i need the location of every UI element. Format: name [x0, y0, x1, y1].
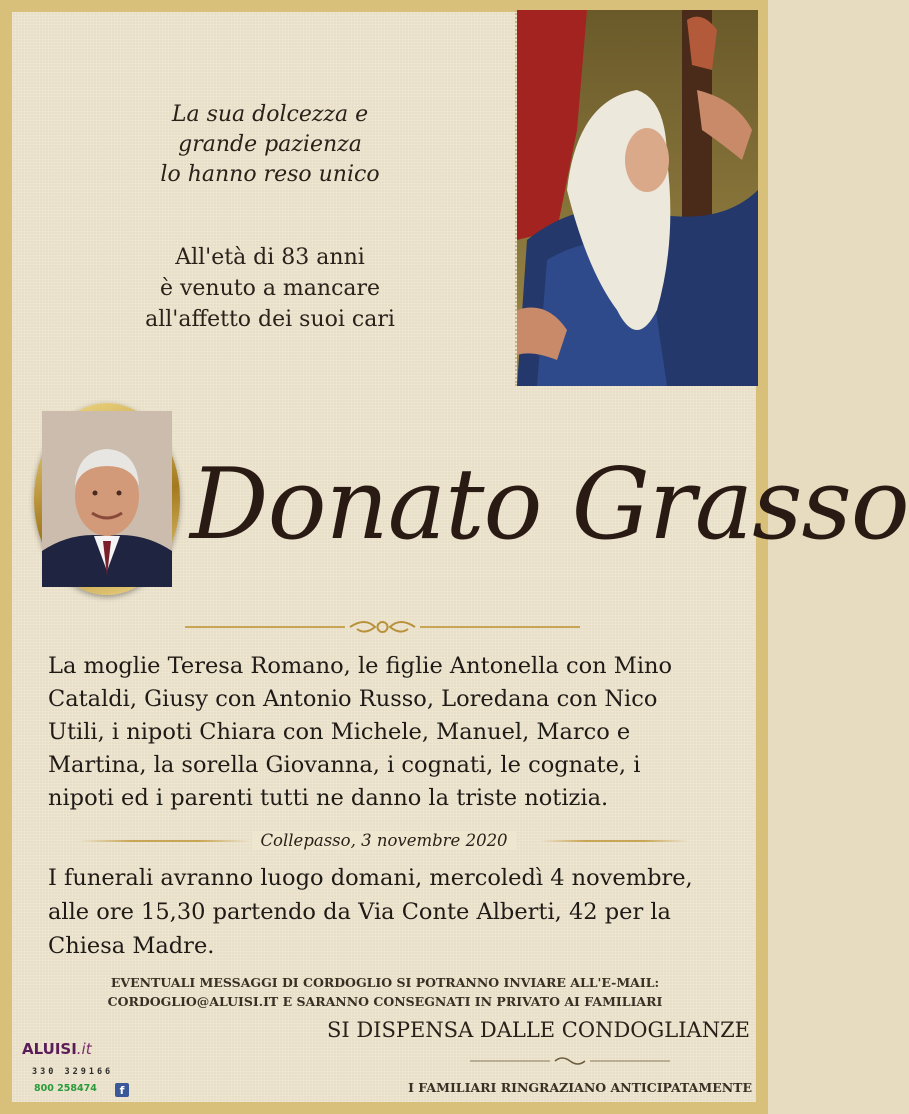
age-line: è venuto a mancare — [159, 276, 381, 301]
place-date-text: Collepasso, 3 novembre 2020 — [252, 831, 515, 850]
email-notice — [60, 973, 710, 1011]
announcement-line: La moglie Teresa Romano, le figlie Antonella con Mino — [48, 653, 673, 679]
announcement-line: Martina, la sorella Giovanna, i cognati, le cognate, i — [48, 752, 641, 778]
announcement-text — [48, 650, 728, 815]
announcement-line: nipoti ed i parenti tutti ne danno la triste notizia. — [48, 785, 609, 811]
announcement-line: Cataldi, Giusy con Antonio Russo, Loredana con Nico — [48, 686, 658, 712]
portrait-illustration — [42, 411, 172, 587]
portrait-photo — [42, 411, 172, 587]
logo-phone: 330 329166 — [32, 1067, 114, 1077]
family-thanks: I FAMILIARI RINGRAZIANO ANTICIPATAMENTE — [408, 1080, 752, 1095]
small-divider — [470, 1054, 670, 1068]
memorial-quote — [100, 100, 440, 190]
quote-line: grande pazienza — [178, 132, 362, 157]
painting-illustration — [517, 10, 758, 386]
no-condolences-notice: SI DISPENSA DALLE CONDOGLIANZE — [326, 1018, 750, 1042]
funeral-details — [48, 861, 738, 963]
ornamental-divider — [185, 615, 580, 639]
portrait-frame — [34, 403, 180, 595]
logo-brand — [22, 1040, 92, 1058]
facebook-icon[interactable]: f — [115, 1083, 129, 1097]
quote-line: La sua dolcezza e — [171, 102, 369, 127]
funeral-line: alle ore 15,30 partendo da Via Conte Alberti, 42 per la — [48, 899, 671, 925]
age-line: All'età di 83 anni — [175, 245, 365, 270]
religious-painting — [515, 10, 758, 386]
age-line: all'affetto dei suoi cari — [145, 307, 395, 332]
age-statement — [100, 242, 440, 335]
funeral-line: I funerali avranno luogo domani, mercoledì 4 novembre, — [48, 865, 693, 891]
logo-green-number: 800 258474 — [34, 1083, 97, 1094]
announcement-line: Utili, i nipoti Chiara con Michele, Manuel, Marco e — [48, 719, 631, 745]
email-notice-line: CORDOGLIO@ALUISI.IT E SARANNO CONSEGNATI IN PRIVATO AI FAMILIARI — [107, 994, 663, 1009]
place-date-row — [80, 827, 688, 855]
aluisi-logo — [22, 1040, 142, 1102]
funeral-line: Chiesa Madre. — [48, 933, 215, 959]
quote-line: lo hanno reso unico — [160, 162, 380, 187]
email-notice-line: EVENTUALI MESSAGGI DI CORDOGLIO SI POTRANNO INVIARE ALL'E-MAIL: — [110, 975, 660, 990]
logo-brand-text: ALUISI — [22, 1040, 77, 1058]
deceased-name: Donato Grasso — [190, 448, 909, 562]
logo-suffix: .it — [76, 1040, 92, 1058]
place-date — [80, 827, 688, 855]
